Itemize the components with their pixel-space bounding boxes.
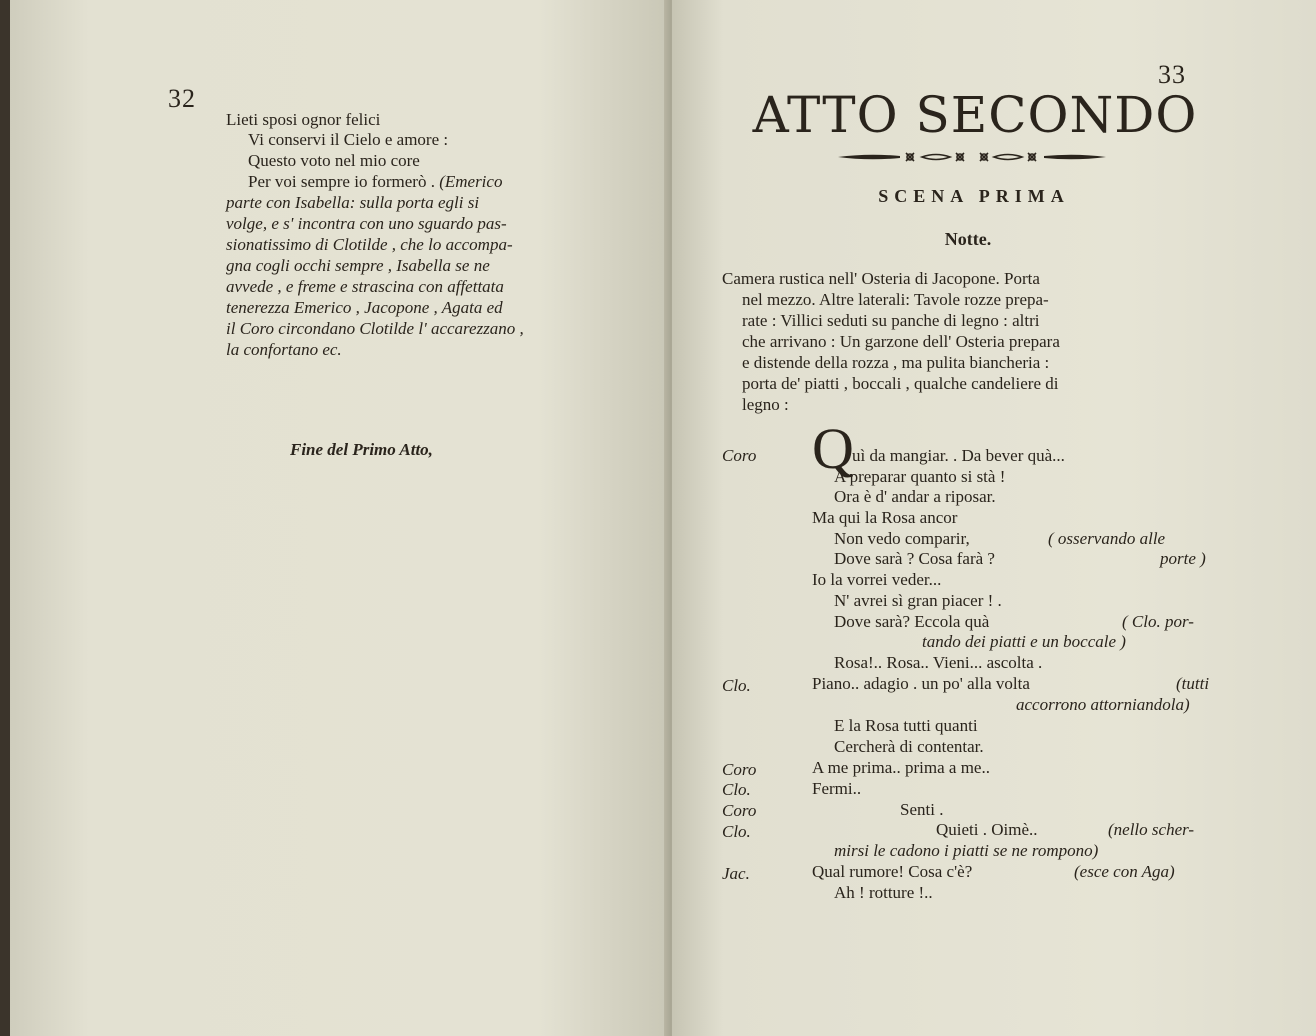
verse-line-14: E la Rosa tutti quanti xyxy=(834,716,978,735)
verse-line-22: Ah ! rotture !.. xyxy=(834,883,933,902)
end-of-act-note: Fine del Primo Atto, xyxy=(290,440,433,459)
verse-line-19: Quieti . Oimè.. xyxy=(936,820,1038,839)
verse-line-15: Cercherà di contentar. xyxy=(834,737,984,756)
book-edge xyxy=(0,0,10,1036)
verse-line-6: Dove sarà ? Cosa farà ? xyxy=(834,549,995,568)
verse-line-8: N' avrei sì gran piacer ! . xyxy=(834,591,1002,610)
speaker-coro-3: Coro xyxy=(722,801,757,820)
left-line-12: la confortano ec. xyxy=(226,340,342,359)
left-line-3: Questo voto nel mio core xyxy=(248,151,420,170)
speaker-clo-1: Clo. xyxy=(722,676,751,695)
stage-direction-line-3: rate : Villici seduti su panche di legno : altri xyxy=(742,311,1040,330)
verse-line-1: uì da mangiar. . Da bever quà... xyxy=(852,446,1065,465)
speaker-coro-1: Coro xyxy=(722,446,757,465)
verse-line-5: Non vedo comparir, xyxy=(834,529,970,548)
stage-note-10: tando dei piatti e un boccale ) xyxy=(922,632,1126,651)
verse-line-18: Senti . xyxy=(900,800,944,819)
left-line-5: parte con Isabella: sulla porta egli si xyxy=(226,193,480,212)
verse-line-9: Dove sarà? Eccola quà xyxy=(834,612,990,631)
verse-line-21: Qual rumore! Cosa c'è? xyxy=(812,862,973,881)
stage-direction-line-4: che arrivano : Un garzone dell' Osteria prepara xyxy=(742,332,1060,351)
page-number-right: 33 xyxy=(1158,60,1186,89)
stage-note-6: porte ) xyxy=(1160,549,1206,568)
left-line-1: Lieti sposi ognor felici xyxy=(226,110,381,129)
stage-direction-line-6: porta de' piatti , boccali , qualche candeliere di xyxy=(742,374,1059,393)
verse-line-11: Rosa!.. Rosa.. Vieni... ascolta . xyxy=(834,653,1043,672)
stage-direction-line-5: e distende della rozza , ma pulita biancheria : xyxy=(742,353,1050,372)
verse-line-16: A me prima.. prima a me.. xyxy=(812,758,990,777)
left-line-4-italic: (Emerico xyxy=(439,172,503,191)
stage-note-13: accorrono attorniandola) xyxy=(1016,695,1190,714)
left-line-4 xyxy=(248,172,502,193)
speaker-coro-2: Coro xyxy=(722,760,757,779)
setting-word: Notte. xyxy=(944,229,992,249)
stage-note-20: mirsi le cadono i piatti se ne rompono) xyxy=(834,841,1099,860)
left-line-6: volge, e s' incontra con uno sguardo pas- xyxy=(226,214,507,233)
left-line-11: il Coro circondano Clotilde l' accarezzano , xyxy=(226,319,524,338)
act-title: ATTO SECONDO xyxy=(752,86,1198,144)
left-line-9: avvede , e freme e strascina con affettata xyxy=(226,277,504,296)
left-line-4-roman: Per voi sempre io formerò . xyxy=(248,172,440,191)
stage-note-12: (tutti xyxy=(1176,674,1210,693)
left-line-7: sionatissimo di Clotilde , che lo accompa- xyxy=(226,235,513,254)
speaker-clo-2: Clo. xyxy=(722,780,751,799)
left-line-10: tenerezza Emerico , Jacopone , Agata ed xyxy=(226,298,503,317)
verse-line-17: Fermi.. xyxy=(812,779,862,798)
stage-note-9: ( Clo. por- xyxy=(1122,612,1194,631)
stage-direction-line-7: legno : xyxy=(742,395,789,414)
left-line-2: Vi conservi il Cielo e amore : xyxy=(248,130,449,149)
drop-cap: Q xyxy=(812,416,854,481)
verse-line-2: A preparar quanto si stà ! xyxy=(834,467,1006,486)
verse-line-4: Ma qui la Rosa ancor xyxy=(812,508,958,527)
stage-note-5: ( osservando alle xyxy=(1048,529,1166,548)
scene-title: SCENA PRIMA xyxy=(878,186,1070,206)
verse-line-12: Piano.. adagio . un po' alla volta xyxy=(812,674,1030,693)
speaker-jac: Jac. xyxy=(722,864,750,883)
page-number-left: 32 xyxy=(168,84,196,113)
ornament-rule xyxy=(838,150,1106,164)
left-line-8: gna cogli occhi sempre , Isabella se ne xyxy=(226,256,490,275)
stage-note-21: (esce con Aga) xyxy=(1074,862,1175,881)
verse-line-7: Io la vorrei veder... xyxy=(812,570,942,589)
stage-direction-line-2: nel mezzo. Altre laterali: Tavole rozze prepa- xyxy=(742,290,1049,309)
stage-direction-line-1: Camera rustica nell' Osteria di Jacopone. Porta xyxy=(722,269,1040,288)
verse-line-3: Ora è d' andar a riposar. xyxy=(834,487,996,506)
speaker-clo-3: Clo. xyxy=(722,822,751,841)
stage-note-19: (nello scher- xyxy=(1108,820,1195,839)
